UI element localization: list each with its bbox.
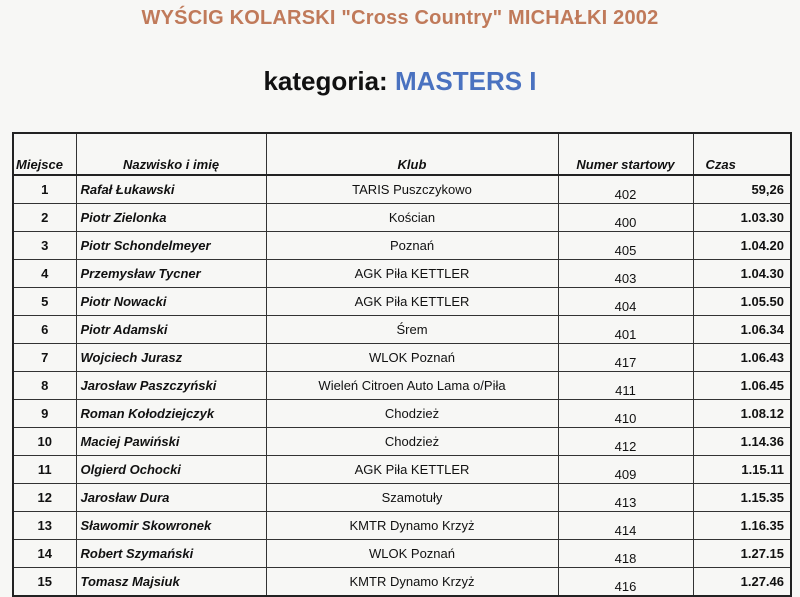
table-row	[13, 512, 791, 540]
cell-name: Maciej Pawiński	[76, 428, 266, 456]
cell-club: AGK Piła KETTLER	[266, 288, 558, 316]
cell-club: Kościan	[266, 204, 558, 232]
cell-club: TARIS Puszczykowo	[266, 175, 558, 204]
cell-time: 1.06.45	[693, 372, 791, 400]
cell-club: WLOK Poznań	[266, 540, 558, 568]
col-header-club: Klub	[266, 133, 558, 175]
col-header-number: Numer startowy	[558, 133, 693, 175]
cell-time: 1.27.15	[693, 540, 791, 568]
table-row	[13, 232, 791, 260]
cell-club: Chodzież	[266, 428, 558, 456]
table-row	[13, 204, 791, 232]
col-header-place: Miejsce	[13, 133, 76, 175]
page-title: WYŚCIG KOLARSKI "Cross Country" MICHAŁKI 2002	[141, 7, 659, 29]
cell-number: 412	[558, 428, 693, 456]
cell-name: Olgierd Ochocki	[76, 456, 266, 484]
table-row	[13, 568, 791, 597]
cell-name: Piotr Adamski	[76, 316, 266, 344]
cell-name: Piotr Nowacki	[76, 288, 266, 316]
cell-number: 402	[558, 175, 693, 204]
header-row	[13, 133, 791, 175]
cell-name: Piotr Zielonka	[76, 204, 266, 232]
cell-number: 413	[558, 484, 693, 512]
col-header-name: Nazwisko i imię	[76, 133, 266, 175]
cell-place: 1	[13, 175, 76, 204]
cell-number: 401	[558, 316, 693, 344]
cell-place: 14	[13, 540, 76, 568]
cell-name: Przemysław Tycner	[76, 260, 266, 288]
cell-club: Poznań	[266, 232, 558, 260]
cell-time: 1.27.46	[693, 568, 791, 597]
cell-time: 1.08.12	[693, 400, 791, 428]
table-row	[13, 372, 791, 400]
cell-time: 59,26	[693, 175, 791, 204]
cell-place: 7	[13, 344, 76, 372]
results-table	[12, 132, 792, 597]
cell-club: WLOK Poznań	[266, 344, 558, 372]
cell-place: 3	[13, 232, 76, 260]
cell-time: 1.06.43	[693, 344, 791, 372]
cell-club: Chodzież	[266, 400, 558, 428]
cell-number: 414	[558, 512, 693, 540]
col-header-time: Czas	[693, 133, 791, 175]
cell-name: Piotr Schondelmeyer	[76, 232, 266, 260]
cell-place: 15	[13, 568, 76, 597]
cell-time: 1.04.20	[693, 232, 791, 260]
cell-number: 417	[558, 344, 693, 372]
cell-number: 418	[558, 540, 693, 568]
cell-number: 409	[558, 456, 693, 484]
cell-club: Szamotuły	[266, 484, 558, 512]
category-value: MASTERS I	[394, 66, 537, 96]
table-row	[13, 400, 791, 428]
category-label: kategoria:	[263, 66, 388, 96]
cell-time: 1.15.35	[693, 484, 791, 512]
cell-place: 11	[13, 456, 76, 484]
table-row	[13, 428, 791, 456]
cell-number: 411	[558, 372, 693, 400]
cell-club: Wieleń Citroen Auto Lama o/Piła	[266, 372, 558, 400]
cell-club: AGK Piła KETTLER	[266, 456, 558, 484]
cell-place: 9	[13, 400, 76, 428]
cell-name: Jarosław Paszczyński	[76, 372, 266, 400]
cell-place: 4	[13, 260, 76, 288]
cell-time: 1.15.11	[693, 456, 791, 484]
cell-place: 13	[13, 512, 76, 540]
cell-number: 405	[558, 232, 693, 260]
cell-number: 410	[558, 400, 693, 428]
table-row	[13, 316, 791, 344]
table-row	[13, 344, 791, 372]
cell-time: 1.16.35	[693, 512, 791, 540]
cell-number: 416	[558, 568, 693, 597]
table-row	[13, 260, 791, 288]
cell-number: 404	[558, 288, 693, 316]
cell-time: 1.05.50	[693, 288, 791, 316]
cell-name: Jarosław Dura	[76, 484, 266, 512]
cell-time: 1.06.34	[693, 316, 791, 344]
table-row	[13, 175, 791, 204]
cell-name: Sławomir Skowronek	[76, 512, 266, 540]
cell-time: 1.14.36	[693, 428, 791, 456]
cell-club: AGK Piła KETTLER	[266, 260, 558, 288]
cell-time: 1.04.30	[693, 260, 791, 288]
cell-club: KMTR Dynamo Krzyż	[266, 512, 558, 540]
cell-club: KMTR Dynamo Krzyż	[266, 568, 558, 597]
cell-club: Śrem	[266, 316, 558, 344]
cell-place: 5	[13, 288, 76, 316]
category-heading	[0, 66, 800, 97]
table-row	[13, 540, 791, 568]
cell-name: Tomasz Majsiuk	[76, 568, 266, 597]
cell-number: 400	[558, 204, 693, 232]
cell-number: 403	[558, 260, 693, 288]
table-row	[13, 456, 791, 484]
cell-place: 2	[13, 204, 76, 232]
table-row	[13, 288, 791, 316]
cell-place: 10	[13, 428, 76, 456]
cell-name: Rafał Łukawski	[76, 175, 266, 204]
cell-name: Wojciech Jurasz	[76, 344, 266, 372]
cell-place: 12	[13, 484, 76, 512]
table-row	[13, 484, 791, 512]
cell-time: 1.03.30	[693, 204, 791, 232]
cell-name: Robert Szymański	[76, 540, 266, 568]
cell-place: 6	[13, 316, 76, 344]
cell-place: 8	[13, 372, 76, 400]
cell-name: Roman Kołodziejczyk	[76, 400, 266, 428]
